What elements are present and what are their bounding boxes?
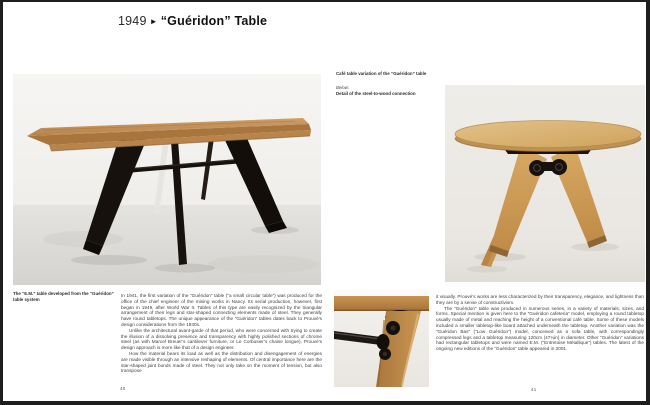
em-table-photo xyxy=(13,74,321,285)
right-page-number: 41 xyxy=(531,387,537,392)
right-photo-caption: Café table variation of the “Guéridon” table xyxy=(336,71,427,76)
left-photo-caption: The “E.M.” table developed from the “Guéridon” table system xyxy=(13,291,114,302)
title-year: 1949 xyxy=(118,14,147,28)
paragraph: In 1941, the first variation of the “Guéridon” table (“a small circular table”) was produced for the office of the chief engineer of the mining works in Nancy. Its serial production, however, first began in 1949, after World War II. Tables of this type are easily recognized by the triangular arrangement of their legs and star-shaped connecting elements made of steel. They generally have round tabletops. The unique appearance of the “Guéridon” tables dates back to Prouvé’s design considerations from the 1930s. xyxy=(121,293,322,327)
hub-disc xyxy=(529,160,545,176)
gueridon-table-photo xyxy=(445,85,645,282)
paragraph: How the material bears its load as well as the distribution and disengagement of energies are made visible through an intensive reshaping of elements. Of central importance here are the star-shaped joint bonds made of steel. They not only take on the moment of tension, but also transpose xyxy=(121,350,322,374)
paragraph: Unlike the architectural avant-garde of that period, who were concerned with trying to create the illusion of a dissolving presence and transparency with highly polished sections of chrome steel (as with Marcel Breuer’s cantilever furniture, or Le Corbusier’s chaise longue), Prouvé’s design approach is more like that of a design engineer. xyxy=(121,327,322,351)
paragraph: it visually. Prouvé’s works are less characterized by their transparency, elegance, and lightness than they are by a sense of constructivism. xyxy=(436,294,644,305)
shadow xyxy=(71,255,147,265)
tabletop-edge xyxy=(334,296,429,311)
left-body-text xyxy=(121,293,322,374)
arrow-icon: ► xyxy=(149,16,158,26)
tube-bracket xyxy=(377,334,390,350)
below-label: Below: xyxy=(336,85,350,90)
title-text: “Guéridon” Table xyxy=(160,14,268,28)
left-page xyxy=(3,2,328,400)
photo-background xyxy=(445,85,645,282)
paragraph: The “Guéridon” table was produced in numerous series, in a variety of materials, sizes, and forms. Special mention is given here to the “Guéridon cafeteria” model, employing a round tabletop usually made of metal and reaching the height of a conventional café table. Some of these models included a smaller tabletop-like board attached underneath the tabletop. Another variation was the “Guéridon Bas” (“Low Guéridon”) model, conceived as a sofa table, with correspondingly compressed legs and a tabletop measuring 120cm (47¼in) in diameter. Other “Guéridon” variations had rectangular tabletops and were named E.M. (“Entretoise Métallique”) tables. The latest of the ongoing new editions of the “Guéridon” table appeared in 2001. xyxy=(436,305,644,352)
right-page xyxy=(328,2,649,400)
right-body-text xyxy=(436,294,644,352)
left-page-number: 40 xyxy=(120,386,126,391)
detail-photo-caption: Detail of the steel-to-wood connection xyxy=(336,91,416,96)
shadow xyxy=(155,264,215,273)
shadow xyxy=(467,266,507,273)
hub-disc xyxy=(551,159,567,175)
connection-detail-photo xyxy=(334,290,429,387)
